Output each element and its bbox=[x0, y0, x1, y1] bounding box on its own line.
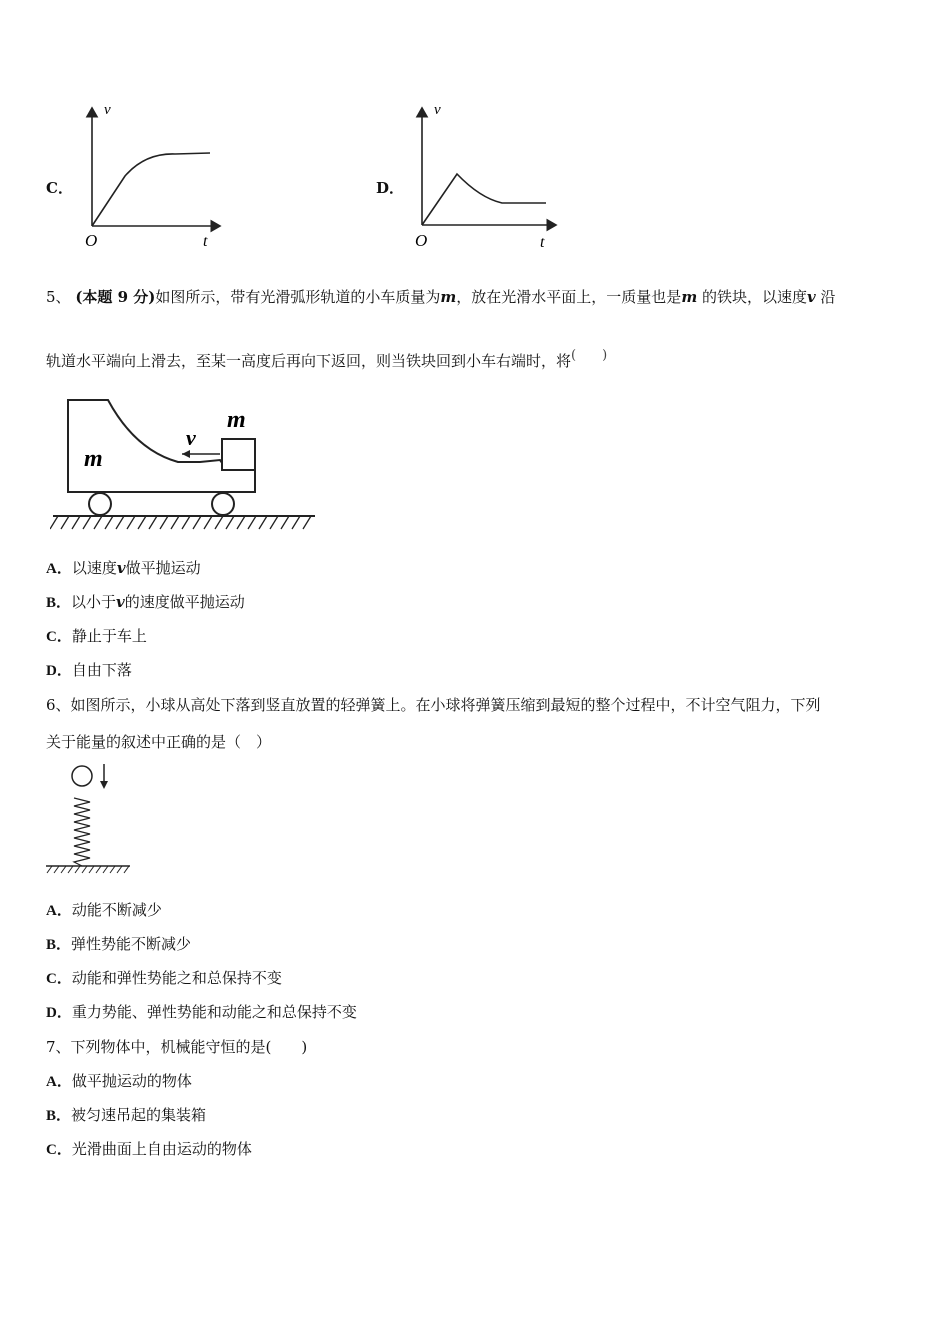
question-5-line-1 bbox=[46, 286, 835, 307]
q5-option-a[interactable] bbox=[46, 557, 201, 578]
option-c-label: C． bbox=[46, 179, 73, 197]
question-6-line-2: 关于能量的叙述中正确的是（ ） bbox=[46, 733, 272, 751]
q7-option-c[interactable] bbox=[46, 1138, 252, 1159]
var-v: v bbox=[116, 559, 126, 577]
q7-option-b[interactable] bbox=[46, 1104, 206, 1125]
option-label: B． bbox=[46, 1108, 72, 1124]
question-5-paren: ( ) bbox=[571, 348, 608, 363]
option-text: 做平抛运动 bbox=[125, 559, 201, 577]
q5-option-d[interactable] bbox=[46, 659, 132, 680]
option-label: C． bbox=[46, 629, 72, 645]
option-label: D． bbox=[46, 663, 72, 679]
floor-hatching bbox=[47, 866, 129, 873]
option-label: A． bbox=[46, 561, 72, 577]
option-label: A． bbox=[46, 903, 72, 919]
q7-option-a[interactable] bbox=[46, 1070, 192, 1091]
q6-option-d[interactable] bbox=[46, 1001, 357, 1022]
graph-d bbox=[410, 98, 565, 253]
question-5-text-e: 轨道水平端向上滑去，至某一高度后再向下返回，则当铁块回到小车右端时，将 bbox=[46, 352, 572, 370]
option-text: 以速度 bbox=[71, 559, 117, 577]
option-label: B． bbox=[46, 595, 72, 611]
var-m: m bbox=[681, 288, 698, 306]
question-5-text-d: 沿 bbox=[815, 288, 836, 306]
option-label: C． bbox=[46, 971, 72, 987]
spring-figure bbox=[44, 760, 139, 878]
q5-option-c[interactable] bbox=[46, 625, 147, 646]
block-mass-label: m bbox=[227, 407, 246, 433]
cart-figure bbox=[50, 392, 320, 534]
graph-c-curve bbox=[92, 153, 210, 226]
option-text: 弹性势能不断减少 bbox=[71, 935, 192, 953]
q6-option-b[interactable] bbox=[46, 933, 191, 954]
ball bbox=[72, 766, 92, 786]
question-5-text-c: 的铁块，以速度 bbox=[697, 288, 807, 306]
q6-option-c[interactable] bbox=[46, 967, 282, 988]
option-text: 的速度做平抛运动 bbox=[124, 593, 245, 611]
option-text: 光滑曲面上自由运动的物体 bbox=[71, 1140, 252, 1158]
option-text: 动能和弹性势能之和总保持不变 bbox=[71, 969, 282, 987]
option-label: D． bbox=[46, 1005, 72, 1021]
option-text: 静止于车上 bbox=[71, 627, 147, 645]
question-5-line-2 bbox=[46, 350, 607, 371]
spring bbox=[74, 798, 90, 866]
graph-d-curve bbox=[422, 174, 546, 225]
graph-c bbox=[80, 98, 230, 253]
graph-d-y-label: v bbox=[434, 102, 441, 118]
option-text: 动能不断减少 bbox=[71, 901, 162, 919]
cart-wheel-right bbox=[212, 493, 234, 515]
option-label: A． bbox=[46, 1074, 72, 1090]
graph-c-x-label: t bbox=[203, 233, 208, 250]
var-m: m bbox=[440, 288, 457, 306]
option-text: 自由下落 bbox=[71, 661, 132, 679]
question-6-line-1: 6、如图所示，小球从高处下落到竖直放置的轻弹簧上。在小球将弹簧压缩到最短的整个过程中，不计空气阻力，下列 bbox=[46, 696, 821, 714]
var-v: v bbox=[806, 288, 816, 306]
graph-c-origin: O bbox=[85, 231, 98, 250]
graph-d-x-label: t bbox=[540, 234, 545, 251]
iron-block bbox=[222, 439, 255, 470]
question-5-meta: (本题 9 分) bbox=[75, 288, 156, 306]
graph-d-origin: O bbox=[415, 231, 428, 250]
q5-option-b[interactable] bbox=[46, 591, 245, 612]
option-text: 重力势能、弹性势能和动能之和总保持不变 bbox=[71, 1003, 357, 1021]
graph-c-y-label: v bbox=[104, 102, 111, 118]
velocity-label: v bbox=[186, 425, 196, 450]
q6-option-a[interactable] bbox=[46, 899, 162, 920]
cart-mass-label: m bbox=[84, 446, 103, 472]
option-label: C． bbox=[46, 1142, 72, 1158]
question-5-number: 5、 bbox=[46, 288, 71, 306]
var-v: v bbox=[116, 593, 125, 611]
option-text: 被匀速吊起的集装箱 bbox=[71, 1106, 207, 1124]
question-5-text-b: ，放在光滑水平面上，一质量也是 bbox=[456, 288, 682, 306]
cart-wheel-left bbox=[89, 493, 111, 515]
question-7-stem: 7、下列物体中，机械能守恒的是( ) bbox=[46, 1038, 308, 1056]
option-text: 以小于 bbox=[71, 593, 117, 611]
option-text: 做平抛运动的物体 bbox=[71, 1072, 192, 1090]
option-label: B． bbox=[46, 937, 72, 953]
question-5-text-a: 如图所示，带有光滑弧形轨道的小车质量为 bbox=[155, 288, 441, 306]
option-d-label: D． bbox=[376, 179, 405, 197]
ground-hatching bbox=[50, 516, 311, 529]
